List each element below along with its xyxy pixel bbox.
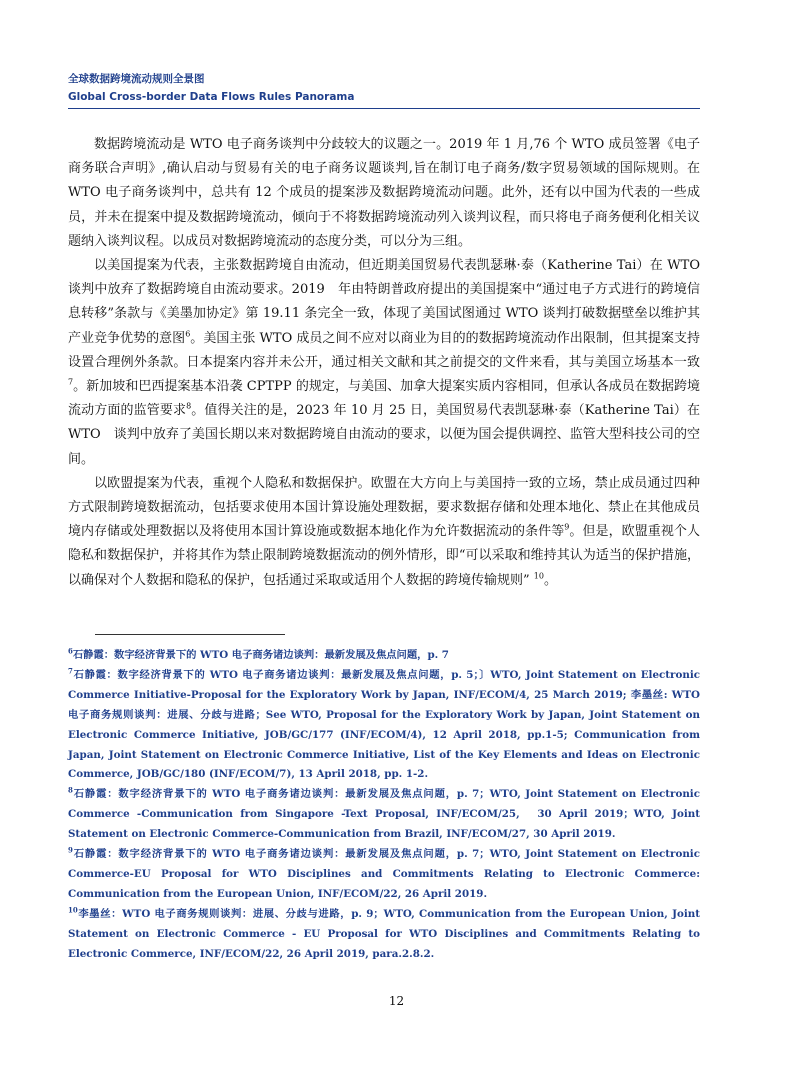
paragraph-2-text-c: 。新加坡和巴西提案基本沿袭 CPTPP 的规定，与美国、加拿大提案实质内容相同，但承认各成员在数据跨境流动方面的监管要求	[68, 379, 700, 419]
footnote-number: 9	[68, 845, 73, 855]
running-header	[68, 70, 700, 106]
footnote-ref-7[interactable]: 7	[68, 377, 74, 387]
footnote-number: 7	[68, 666, 73, 676]
footnote-9	[68, 845, 700, 905]
footnote-7	[68, 666, 700, 785]
footnote-6	[68, 646, 700, 666]
paragraph-2	[68, 254, 700, 472]
footnote-10	[68, 905, 700, 965]
footnote-ref-8[interactable]: 8	[186, 401, 192, 411]
footnote-ref-10[interactable]: 10	[533, 571, 544, 581]
paragraph-3-text-b: 。但是，欧盟重视个人隐私和数据保护，并将其作为禁止限制跨境数据流动的例外情形，即“可以采取和维持其认为适当的保护措施，以确保对个人数据和隐私的保护，包括通过采取或适用个人数据的跨境传输规则”	[68, 524, 700, 588]
footnote-text: 石静霞：数字经济背景下的 WTO 电子商务诸边谈判：最新发展及焦点问题，p. 7；WTO, Joint Statement on Electronic Commerce -Communication from Singapore -Text Proposal, INF/ECOM/25, 30 April 2019；WTO, Joint Statement on Electronic Commerce-Communication from Brazil, INF/ECOM/27, 30 April 2019.	[68, 788, 700, 841]
footnote-number: 8	[68, 785, 73, 795]
header-title-cn: 全球数据跨境流动规则全景图	[68, 73, 205, 85]
footnote-8	[68, 785, 700, 845]
header-rule	[68, 108, 700, 109]
footnote-number: 10	[68, 905, 78, 915]
footnote-text: 石静霞：数字经济背景下的 WTO 电子商务诸边谈判：最新发展及焦点问题，p. 7	[72, 649, 449, 661]
footnote-ref-6[interactable]: 6	[185, 329, 191, 339]
paragraph-2-text-d: 。值得关注的是，2023 年 10 月 25 日，美国贸易代表凯瑟琳·泰（Katherine Tai）在 WTO 谈判中放弃了美国长期以来对数据跨境自由流动的要求，以便为国会提供调控、监管大型科技公司的空间。	[68, 403, 700, 467]
paragraph-2-text-b: 。美国主张 WTO 成员之间不应对以商业为目的的数据跨境流动作出限制，但其提案支持设置合理例外条款。日本提案内容并未公开，通过相关文献和其之前提交的文件来看，其与美国立场基本一致	[68, 330, 700, 370]
paragraph-3-text-a: 以欧盟提案为代表，重视个人隐私和数据保护。欧盟在大方向上与美国持一致的立场，禁止成员通过四种方式限制跨境数据流动，包括要求使用本国计算设施处理数据，要求数据存储和处理本地化、禁止在其他成员境内存储或处理数据以及将使用本国计算设施或数据本地化作为允许数据流动的条件等	[68, 475, 700, 540]
footnotes	[68, 646, 700, 965]
paragraph-1	[68, 133, 700, 254]
footnote-separator	[95, 634, 285, 635]
paragraph-2-text-a: 以美国提案为代表，主张数据跨境自由流动，但近期美国贸易代表凯瑟琳·泰（Katherine Tai）在 WTO 谈判中放弃了数据跨境自由流动要求。2019 年由特朗普政府提出的美国提案中“通过电子方式进行的跨境信息转移”条款与《美墨加协定》第 19.11 条完全一致，体现了美国试图通过 WTO 谈判打破数据壁垒以维护其产业竞争优势的意图	[68, 258, 700, 346]
body-text	[68, 133, 700, 593]
header-title-en: Global Cross-border Data Flows Rules Panorama	[68, 91, 355, 103]
footnote-text: 李墨丝：WTO 电子商务规则谈判：进展、分歧与进路，p. 9；WTO, Communication from the European Union, Joint Statement on Electronic Commerce - EU Proposal for WTO Disciplines and Commitments Relating to Electronic Commerce, INF/ECOM/22, 26 April 2019, para.2.8.2.	[68, 907, 700, 960]
footnote-text: 石静霞：数字经济背景下的 WTO 电子商务诸边谈判：最新发展及焦点问题，p. 7；WTO, Joint Statement on Electronic Commerce-EU Proposal for WTO Disciplines and Commitments Relating to Electronic Commerce: Communication from the European Union, INF/ECOM/22, 26 April 2019.	[68, 848, 700, 900]
footnote-text: 石静霞：数字经济背景下的 WTO 电子商务诸边谈判：最新发展及焦点问题，p. 5；〕WTO, Joint Statement on Electronic Commerce Initiative-Proposal for the Exploratory Work by Japan, INF/ECOM/4, 25 March 2019; 李墨丝: WTO 电子商务规则谈判：进展、分歧与进路；See WTO, Proposal for the Exploratory Work by Japan, Joint Statement on Electronic Commerce Initiative, JOB/GC/177 (INF/ECOM/4), 12 April 2018, pp.1-5; Communication from Japan, Joint Statement on Electronic Commerce Initiative, List of the Key Elements and Ideas on Electronic Commerce, JOB/GC/180 (INF/ECOM/7), 13 April 2018, pp. 1-2.	[68, 668, 700, 781]
paragraph-3	[68, 472, 700, 593]
paragraph-1-text: 数据跨境流动是 WTO 电子商务谈判中分歧较大的议题之一。2019 年 1 月,76 个 WTO 成员签署《电子商务联合声明》,确认启动与贸易有关的电子商务议题谈判,旨在制订电子商务/数字贸易领域的国际规则。在 WTO 电子商务谈判中，总共有 12 个成员的提案涉及数据跨境流动问题。此外，还有以中国为代表的一些成员，并未在提案中提及数据跨境流动，倾向于不将数据跨境流动列入谈判议程，而只将电子商务便利化相关议题纳入谈判议程。以成员对数据跨境流动的态度分类，可以分为三组。	[68, 137, 700, 249]
footnote-ref-9[interactable]: 9	[564, 522, 570, 532]
paragraph-3-text-c: 。	[543, 572, 557, 588]
footnote-number: 6	[68, 646, 73, 656]
page-number: 12	[388, 994, 405, 1008]
